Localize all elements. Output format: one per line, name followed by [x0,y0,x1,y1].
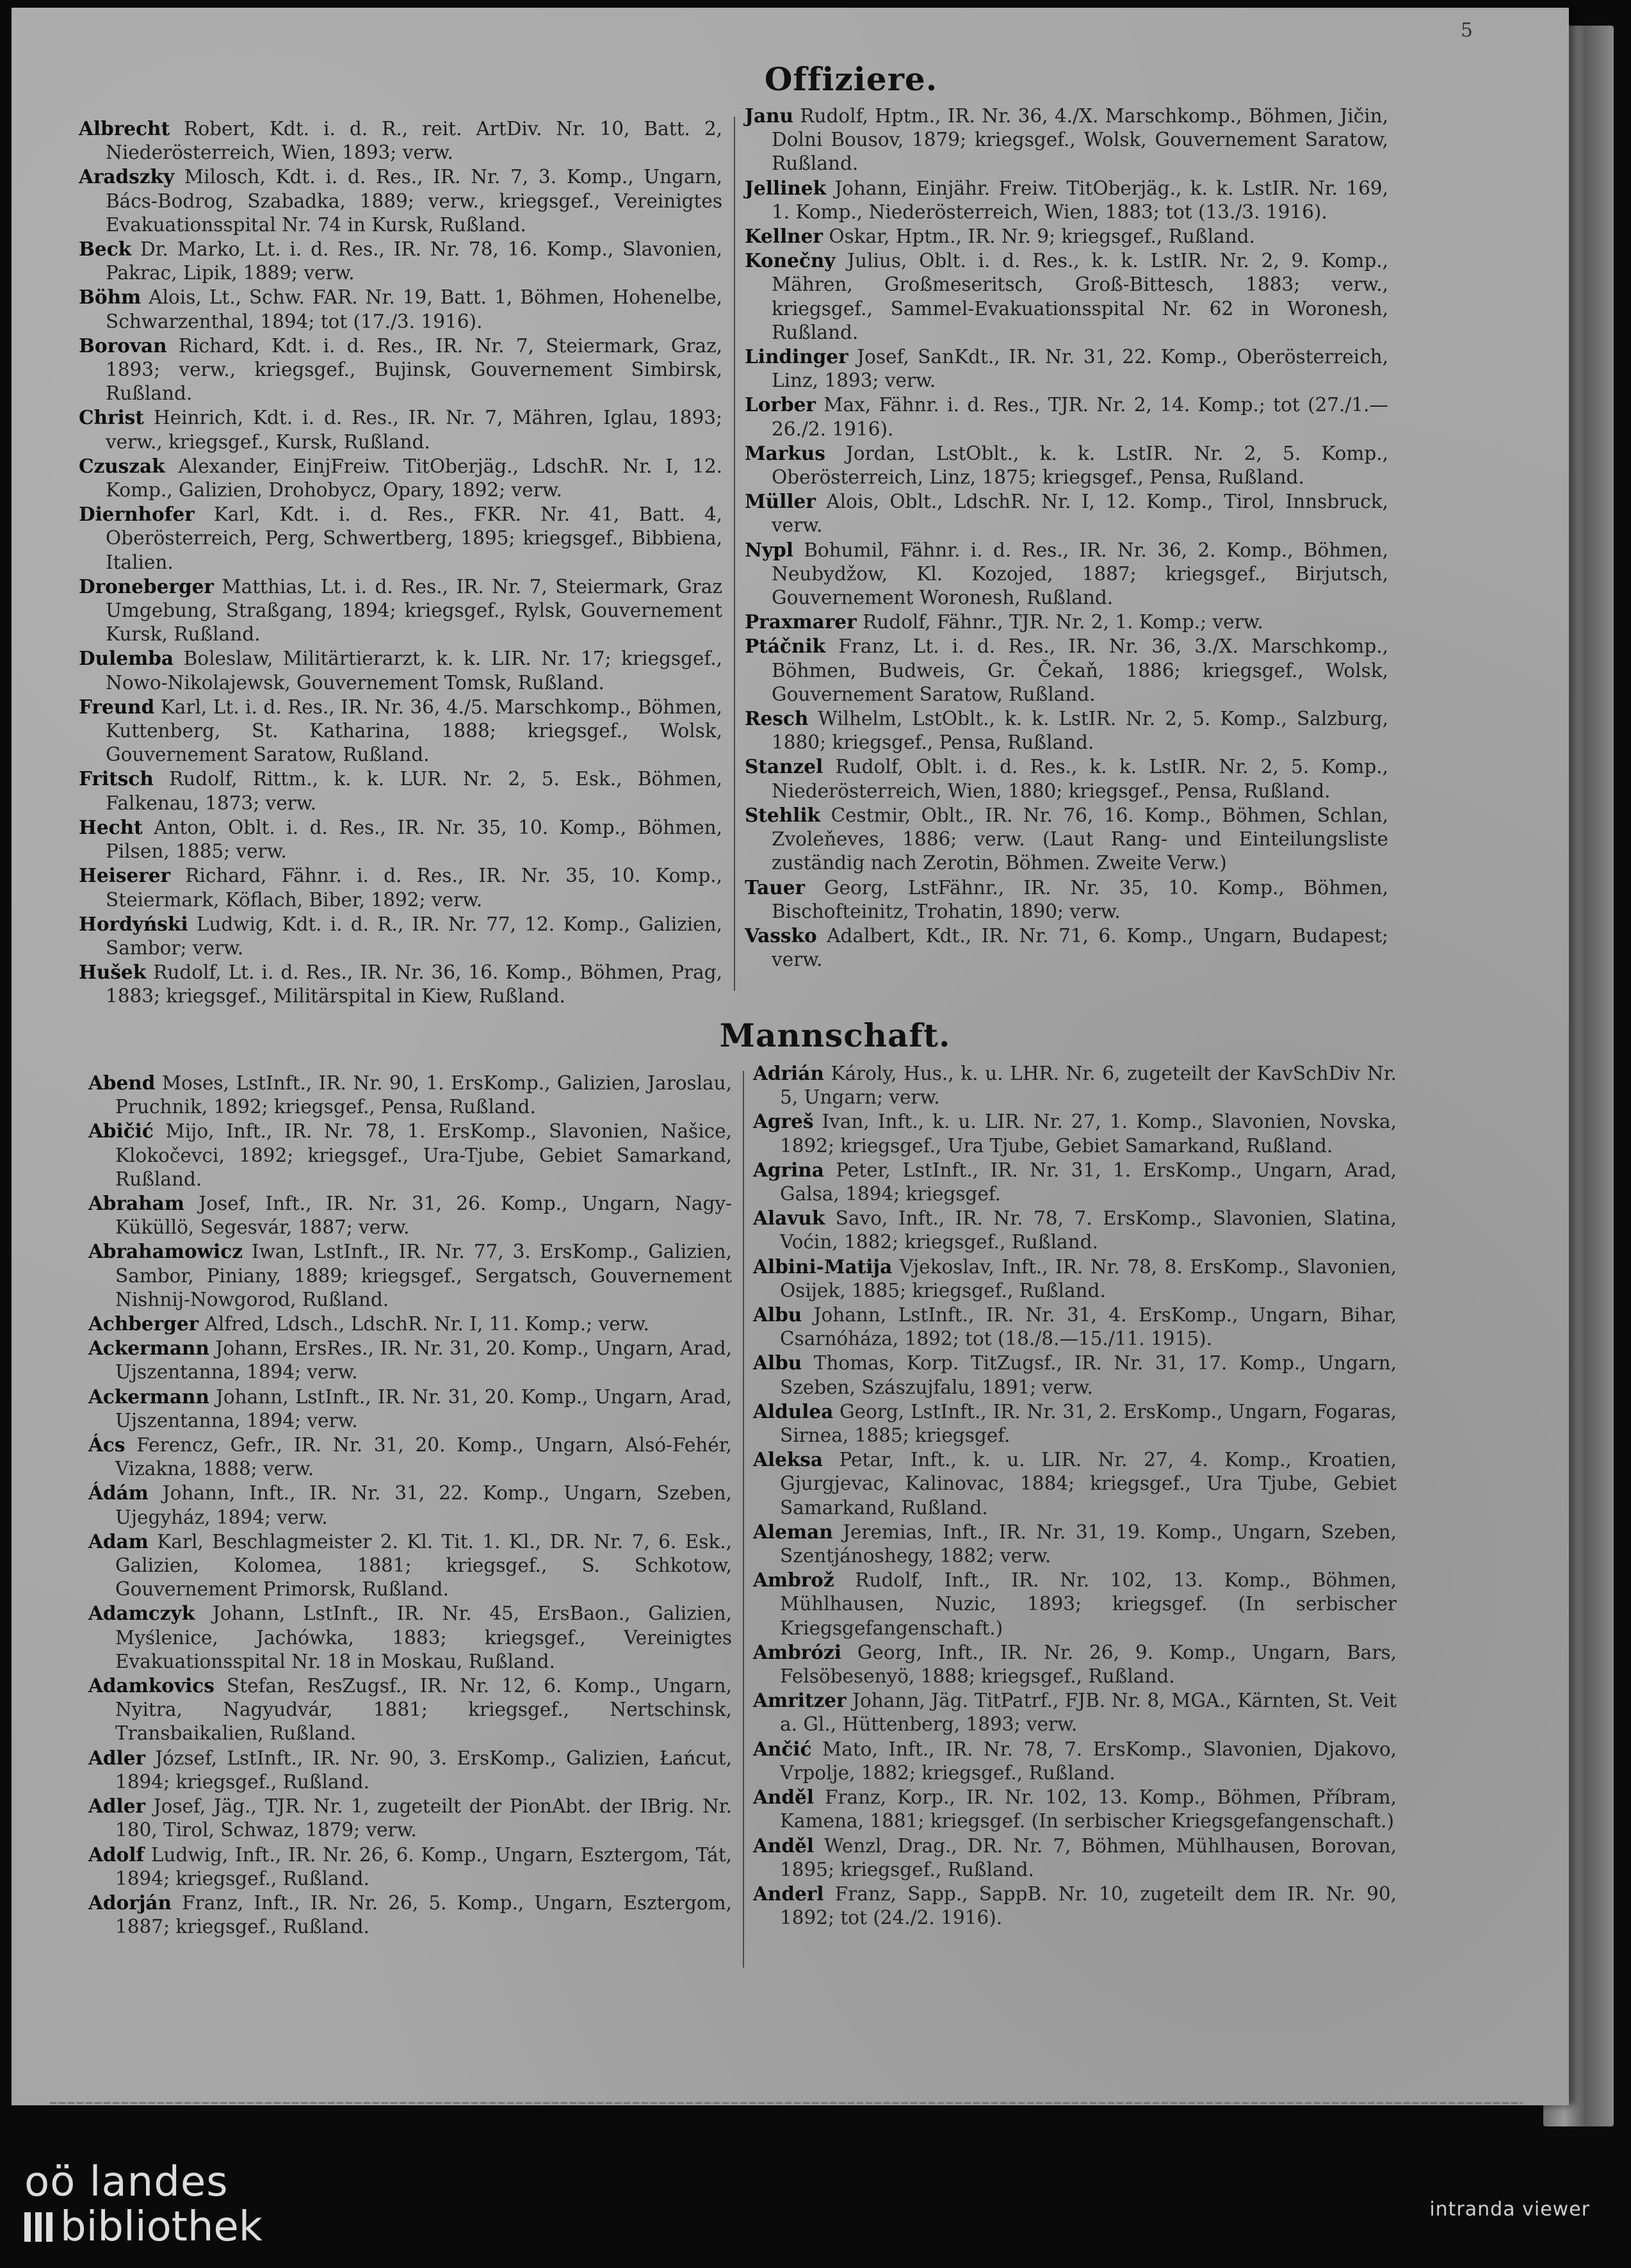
roster-entry [79,454,722,502]
entry-surname: Adler [88,1746,146,1769]
entry-details: Adalbert, Kdt., IR. Nr. 71, 6. Komp., Ungarn, Budapest; verw. [772,924,1388,971]
entry-details: Franz, Sapp., SappB. Nr. 10, zugeteilt dem IR. Nr. 90, 1892; tot (24./2. 1916). [780,1882,1397,1929]
roster-entry [88,1794,732,1842]
entry-details: Josef, SanKdt., IR. Nr. 31, 22. Komp., Oberösterreich, Linz, 1893; verw. [772,346,1388,392]
roster-entry [753,1640,1397,1688]
roster-entry [79,863,722,911]
roster-entry [745,803,1388,876]
entry-surname: Ambrózi [753,1640,841,1663]
entry-surname: Konečny [745,249,836,272]
entry-details: Johann, Inft., IR. Nr. 31, 22. Komp., Ungarn, Szeben, Ujegyház, 1894; verw. [115,1482,732,1528]
entry-details: Georg, Inft., IR. Nr. 26, 9. Komp., Ungarn, Bars, Felsöbesenyö, 1888; kriegsgef., Rußland. [780,1641,1397,1688]
roster-entry [745,249,1388,345]
roster-entry [88,1336,732,1384]
entry-surname: Ambrož [753,1569,834,1592]
roster-entry [745,706,1388,755]
roster-entry [88,1530,732,1602]
entry-details: Franz, Korp., IR. Nr. 102, 13. Komp., Böhmen, Příbram, Kamena, 1881; kriegsgef. (In serbischer Kriegsgefangenschaft.) [780,1786,1397,1832]
entry-details: Rudolf, Lt. i. d. Res., IR. Nr. 36, 16. Komp., Böhmen, Prag, 1883; kriegsgef., Militärspital in Kiew, Rußland. [106,961,722,1008]
entry-surname: Aleksa [753,1448,824,1471]
entry-details: Stefan, ResZugsf., IR. Nr. 12, 6. Komp., Ungarn, Nyitra, Nagyudvár, 1881; kriegsgef., Nertschinsk, Transbaikalien, Rußland. [115,1675,732,1745]
logo-bars-icon [24,2212,53,2242]
roster-entry [753,1520,1397,1568]
roster-entry [79,165,722,237]
entry-surname: Jellinek [745,176,827,199]
roster-entry [88,1071,732,1119]
section-title-crew: Mannschaft. [719,1016,951,1054]
roster-entry [79,117,722,165]
entry-surname: Adamczyk [88,1602,195,1625]
entry-details: Johann, Jäg. TitPatrf., FJB. Nr. 8, MGA., Kärnten, St. Veit a. Gl., Hüttenberg, 1893; verw. [780,1690,1397,1736]
roster-entry [745,393,1388,441]
entry-surname: Adolf [88,1843,145,1866]
page-bottom-edge [50,2102,1523,2104]
viewer-brand-label[interactable]: intranda viewer [1429,2198,1590,2221]
roster-entry [88,1481,732,1529]
roster-entry [745,489,1388,537]
entry-surname: Anděl [753,1834,814,1857]
roster-entry [753,1737,1397,1785]
entry-details: Iwan, LstInft., IR. Nr. 77, 3. ErsKomp., Galizien, Sambor, Piniany, 1889; kriegsgef., Sergatsch, Gouvernement Nishnij-Nowgorod, Rußland. [115,1241,732,1310]
entry-surname: Albrecht [79,117,170,140]
entry-details: Petar, Inft., k. u. LIR. Nr. 27, 4. Komp., Kroatien, Gjurgjevac, Kalinovac, 1884; kriegsgef., Ura Tjube, Gebiet Samarkand, Rußland. [780,1449,1397,1519]
entry-surname: Lindinger [745,345,848,368]
entry-details: Thomas, Korp. TitZugsf., IR. Nr. 31, 17. Komp., Ungarn, Szeben, Szászujfalu, 1891; verw. [780,1352,1397,1398]
entry-details: Johann, LstInft., IR. Nr. 31, 20. Komp., Ungarn, Arad, Ujszentanna, 1894; verw. [115,1385,732,1432]
roster-entry [88,1891,732,1939]
entry-details: Johann, LstInft., IR. Nr. 45, ErsBaon., Galizien, Myślenice, Jachówka, 1883; kriegsgef., Vereinigtes Evakuationsspital Nr. 18 in Moskau, Rußland. [115,1603,732,1672]
entry-surname: Abičić [88,1120,154,1143]
entry-surname: Resch [745,707,809,730]
entry-surname: Adorján [88,1891,172,1914]
entry-details: Ludwig, Inft., IR. Nr. 26, 6. Komp., Ungarn, Esztergom, Tát, 1894; kriegsgef., Rußland. [115,1843,732,1889]
entry-details: Georg, LstInft., IR. Nr. 31, 2. ErsKomp., Ungarn, Fogaras, Sirnea, 1885; kriegsgef. [780,1400,1397,1447]
roster-entry [79,237,722,285]
entry-details: Rudolf, Hptm., IR. Nr. 36, 4./X. Marschkomp., Böhmen, Jičin, Dolni Bousov, 1879; kriegsgef., Wolsk, Gouvernement Saratow, Rußland. [772,105,1388,175]
roster-entry [745,441,1388,489]
roster-entry [753,1061,1397,1109]
entry-details: Moses, LstInft., IR. Nr. 90, 1. ErsKomp., Galizien, Jaroslau, Pruchnik, 1892; kriegsgef., Pensa, Rußland. [115,1072,732,1118]
entry-surname: Stehlik [745,803,820,826]
entry-details: Rudolf, Fähnr., TJR. Nr. 2, 1. Komp.; verw. [856,611,1263,633]
entry-details: Josef, Inft., IR. Nr. 31, 26. Komp., Ungarn, Nagy-Küküllö, Segesvár, 1887; verw. [115,1193,732,1239]
roster-entry [745,104,1388,176]
entry-details: Jeremias, Inft., IR. Nr. 31, 19. Komp., Ungarn, Szeben, Szentjánoshegy, 1882; verw. [780,1521,1397,1567]
entry-details: Robert, Kdt. i. d. R., reit. ArtDiv. Nr. 10, Batt. 2, Niederösterreich, Wien, 1893; verw. [106,118,722,164]
entry-details: Matthias, Lt. i. d. Res., IR. Nr. 7, Steiermark, Graz Umgebung, Straßgang, 1894; kriegsgef., Rylsk, Gouvernement Kursk, Rußland. [106,575,722,646]
roster-entry [88,1312,732,1336]
entry-details: Richard, Kdt. i. d. Res., IR. Nr. 7, Steiermark, Graz, 1893; verw., kriegsgef., Bujinsk, Gouvernement Simbirsk, Rußland. [106,334,722,405]
logo-line2 [24,2205,263,2249]
column-divider [734,117,735,991]
entry-details: Károly, Hus., k. u. LHR. Nr. 6, zugeteilt der KavSchDiv Nr. 5, Ungarn; verw. [780,1063,1397,1109]
entry-details: Richard, Fähnr. i. d. Res., IR. Nr. 35, 10. Komp., Steiermark, Köflach, Biber, 1892; verw. [106,865,722,911]
entry-details: Wenzl, Drag., DR. Nr. 7, Böhmen, Mühlhausen, Borovan, 1895; kriegsgef., Rußland. [780,1834,1397,1880]
roster-entry [753,1206,1397,1254]
roster-entry [79,960,722,1008]
entry-details: Cestmir, Oblt., IR. Nr. 76, 16. Komp., Böhmen, Schlan, Zvoleňeves, 1886; verw. (Laut Rang- und Einteilungsliste zuständig nach Zerotin, Böhmen. Zweite Verw.) [772,804,1388,874]
entry-details: Savo, Inft., IR. Nr. 78, 7. ErsKomp., Slavonien, Slatina, Voćin, 1882; kriegsgef., Rußland. [780,1207,1397,1253]
roster-entry [753,1351,1397,1399]
roster-entry [88,1239,732,1312]
page-number: 5 [1460,19,1473,42]
crew-left-column [88,1071,732,1939]
entry-surname: Heiserer [79,864,171,887]
entry-surname: Ádám [88,1481,149,1505]
entry-surname: Tauer [745,876,806,899]
logo-text-line1: oö landes [24,2158,229,2206]
roster-entry [79,695,722,767]
roster-entry [753,1448,1397,1520]
roster-entry [88,1191,732,1239]
entry-surname: Stanzel [745,755,824,778]
entry-surname: Agreš [753,1110,814,1133]
section-title-officers: Offiziere. [764,60,938,98]
entry-details: Bohumil, Fähnr. i. d. Res., IR. Nr. 36, 2. Komp., Böhmen, Neubydžow, Kl. Kozojed, 1887; kriegsgef., Birjutsch, Gouvernement Woronesh, Rußland. [772,539,1388,609]
roster-entry [753,1785,1397,1833]
entry-surname: Aleman [753,1520,833,1543]
roster-entry [79,575,722,647]
entry-surname: Borovan [79,334,167,357]
entry-surname: Anděl [753,1786,814,1809]
entry-surname: Diernhofer [79,503,195,526]
entry-details: Franz, Lt. i. d. Res., IR. Nr. 36, 3./X. Marschkomp., Böhmen, Budweis, Gr. Čekaň, 1886; kriegsgef., Wolsk, Gouvernement Saratow, Rußland. [772,635,1388,705]
roster-entry [79,646,722,694]
entry-surname: Vassko [745,924,817,947]
entry-surname: Amritzer [753,1689,847,1712]
entry-details: Georg, LstFähnr., IR. Nr. 35, 10. Komp., Böhmen, Bischofteinitz, Trohatin, 1890; verw. [772,876,1388,922]
roster-entry [753,1882,1397,1930]
entry-surname: Albu [753,1351,802,1375]
entry-details: Karl, Lt. i. d. Res., IR. Nr. 36, 4./5. Marschkomp., Böhmen, Kuttenberg, St. Katharina, 1888; kriegsgef., Wolsk, Gouvernement Saratow, Rußland. [106,696,722,766]
roster-entry [79,285,722,333]
entry-surname: Nypl [745,538,793,561]
roster-entry [79,815,722,863]
entry-surname: Aradszky [79,165,175,188]
entry-details: Ludwig, Kdt. i. d. R., IR. Nr. 77, 12. Komp., Galizien, Sambor; verw. [106,913,722,959]
entry-surname: Agrina [753,1158,824,1181]
crew-right-column [753,1061,1397,1930]
entry-details: Boleslaw, Militärtierarzt, k. k. LIR. Nr. 17; kriegsgef., Nowo-Nikolajewsk, Gouvernement Tomsk, Rußland. [106,648,722,694]
entry-details: Jordan, LstOblt., k. k. LstIR. Nr. 2, 5. Komp., Oberösterreich, Linz, 1875; kriegsgef., Pensa, Rußland. [772,442,1388,489]
entry-details: Mato, Inft., IR. Nr. 78, 7. ErsKomp., Slavonien, Djakovo, Vrpolje, 1882; kriegsgef., Rußland. [780,1738,1397,1784]
entry-details: Heinrich, Kdt. i. d. Res., IR. Nr. 7, Mähren, Iglau, 1893; verw., kriegsgef., Kursk, Rußland. [106,407,722,453]
entry-surname: Hušek [79,961,147,984]
entry-details: József, LstInft., IR. Nr. 90, 3. ErsKomp., Galizien, Łańcut, 1894; kriegsgef., Rußland. [115,1747,732,1793]
roster-entry [745,876,1388,924]
roster-entry [88,1385,732,1433]
entry-details: Wilhelm, LstOblt., k. k. LstIR. Nr. 2, 5. Komp., Salzburg, 1880; kriegsgef., Pensa, Rußland. [772,708,1388,754]
entry-surname: Fritsch [79,767,154,790]
entry-details: Milosch, Kdt. i. d. Res., IR. Nr. 7, 3. Komp., Ungarn, Bács-Bodrog, Szabadka, 1889; verw., kriegsgef., Vereinigtes Evakuationsspital Nr. 74 in Kursk, Rußland. [106,166,722,236]
roster-entry [88,1674,732,1746]
entry-surname: Markus [745,441,825,464]
entry-surname: Adamkovics [88,1674,215,1697]
roster-entry [753,1834,1397,1882]
entry-surname: Achberger [88,1312,199,1335]
entry-details: Ferencz, Gefr., IR. Nr. 31, 20. Komp., Ungarn, Alsó-Fehér, Vizakna, 1888; verw. [115,1434,732,1480]
entry-surname: Albini-Matija [753,1255,893,1278]
entry-details: Max, Fähnr. i. d. Res., TJR. Nr. 2, 14. Komp.; tot (27./1.—26./2. 1916). [772,394,1388,440]
roster-entry [88,1119,732,1191]
entry-surname: Beck [79,238,132,261]
entry-surname: Janu [745,104,793,127]
logo-text-line2: bibliothek [60,2203,263,2251]
entry-surname: Praxmarer [745,610,857,633]
entry-surname: Anderl [753,1882,824,1905]
entry-details: Julius, Oblt. i. d. Res., k. k. LstIR. Nr. 2, 9. Komp., Mähren, Großmeseritsch, Groß-Bittesch, 1883; verw., kriegsgef., Sammel-Evakuationsspital Nr. 62 in Woronesh, Rußland. [772,250,1388,343]
roster-entry [753,1568,1397,1640]
roster-entry [745,924,1388,972]
roster-entry [79,502,722,575]
entry-surname: Droneberger [79,575,214,598]
entry-surname: Abend [88,1072,156,1094]
entry-surname: Lorber [745,393,816,416]
roster-entry [79,334,722,406]
entry-surname: Christ [79,406,144,429]
entry-details: Rudolf, Inft., IR. Nr. 102, 13. Komp., Böhmen, Mühlhausen, Nuzic, 1893; kriegsgef. (In serbischer Kriegsgefangenschaft.) [780,1569,1397,1639]
entry-surname: Böhm [79,286,142,309]
entry-surname: Czuszak [79,454,165,477]
roster-entry [753,1688,1397,1736]
entry-surname: Adrián [753,1062,824,1084]
entry-details: Johann, ErsRes., IR. Nr. 31, 20. Komp., Ungarn, Arad, Ujszentanna, 1894; verw. [115,1337,732,1383]
entry-surname: Hecht [79,815,143,838]
entry-surname: Müller [745,490,816,513]
roster-entry [88,1433,732,1481]
roster-entry [753,1255,1397,1303]
entry-details: Alois, Lt., Schw. FAR. Nr. 19, Batt. 1, Böhmen, Hohenelbe, Schwarzenthal, 1894; tot (17./3. 1916). [106,286,722,332]
roster-entry [753,1303,1397,1351]
entry-surname: Kellner [745,225,823,248]
entry-details: Rudolf, Oblt. i. d. Res., k. k. LstIR. Nr. 2, 5. Komp., Niederösterreich, Wien, 1880; kriegsgef., Pensa, Rußland. [772,756,1388,802]
entry-surname: Ackermann [88,1337,209,1360]
entry-surname: Abraham [88,1192,184,1215]
roster-entry [745,176,1388,224]
entry-details: Alfred, Ldsch., LdschR. Nr. I, 11. Komp.; verw. [199,1313,649,1335]
entry-details: Johann, Einjähr. Freiw. TitOberjäg., k. k. LstIR. Nr. 169, 1. Komp., Niederösterreich, Wien, 1883; tot (13./3. 1916). [772,177,1388,223]
roster-entry [745,755,1388,803]
roster-entry [79,405,722,453]
entry-surname: Ackermann [88,1385,209,1408]
entry-surname: Freund [79,695,155,718]
entry-details: Dr. Marko, Lt. i. d. Res., IR. Nr. 78, 16. Komp., Slavonien, Pakrac, Lipik, 1889; verw. [106,238,722,284]
entry-surname: Adler [88,1795,146,1818]
entry-details: Johann, LstInft., IR. Nr. 31, 4. ErsKomp., Ungarn, Bihar, Csarnóháza, 1892; tot (18./8.—15./11. 1915). [780,1304,1397,1350]
roster-entry [753,1399,1397,1448]
entry-details: Peter, LstInft., IR. Nr. 31, 1. ErsKomp., Ungarn, Arad, Galsa, 1894; kriegsgef. [780,1159,1397,1205]
entry-surname: Hordyński [79,912,188,935]
officers-right-column [745,104,1388,972]
roster-entry [745,610,1388,634]
roster-entry [88,1746,732,1794]
roster-entry [88,1843,732,1891]
entry-details: Oskar, Hptm., IR. Nr. 9; kriegsgef., Rußland. [822,225,1255,248]
entry-surname: Ptáčnik [745,635,825,658]
entry-details: Ivan, Inft., k. u. LIR. Nr. 27, 1. Komp., Slavonien, Novska, 1892; kriegsgef., Ura Tjube, Gebiet Samarkand, Rußland. [780,1111,1397,1157]
library-logo[interactable] [24,2160,263,2249]
roster-entry [745,224,1388,249]
entry-details: Josef, Jäg., TJR. Nr. 1, zugeteilt der PionAbt. der IBrig. Nr. 180, Tirol, Schwaz, 1879; verw. [115,1795,732,1841]
roster-entry [745,634,1388,706]
entry-surname: Ančić [753,1737,812,1760]
roster-entry [79,912,722,960]
entry-details: Alois, Oblt., LdschR. Nr. I, 12. Komp., Tirol, Innsbruck, verw. [772,491,1388,537]
entry-details: Franz, Inft., IR. Nr. 26, 5. Komp., Ungarn, Esztergom, 1887; kriegsgef., Rußland. [115,1891,732,1938]
entry-surname: Alavuk [753,1207,825,1230]
entry-surname: Adam [88,1530,149,1553]
entry-surname: Albu [753,1303,802,1326]
entry-details: Karl, Kdt. i. d. Res., FKR. Nr. 41, Batt. 4, Oberösterreich, Perg, Schwertberg, 1895; kriegsgef., Bibbiena, Italien. [106,503,722,573]
column-divider [743,1071,744,1968]
roster-entry [79,767,722,815]
entry-surname: Aldulea [753,1399,834,1423]
roster-entry [745,538,1388,610]
entry-details: Alexander, EinjFreiw. TitOberjäg., LdschR. Nr. I, 12. Komp., Galizien, Drohobycz, Opary, 1892; verw. [106,455,722,502]
roster-entry [753,1158,1397,1206]
entry-details: Karl, Beschlagmeister 2. Kl. Tit. 1. Kl., DR. Nr. 7, 6. Esk., Galizien, Kolomea, 1881; kriegsgef., S. Schkotow, Gouvernement Primorsk, Rußland. [115,1530,732,1601]
roster-entry [88,1601,732,1674]
entry-surname: Ács [88,1433,126,1456]
entry-details: Mijo, Inft., IR. Nr. 78, 1. ErsKomp., Slavonien, Našice, Klokočevci, 1892; kriegsgef., Ura-Tjube, Gebiet Samarkand, Rußland. [115,1120,732,1190]
entry-surname: Abrahamowicz [88,1240,243,1263]
entry-details: Rudolf, Rittm., k. k. LUR. Nr. 2, 5. Esk., Böhmen, Falkenau, 1873; verw. [106,768,722,814]
scanned-page [12,8,1569,2105]
entry-details: Vjekoslav, Inft., IR. Nr. 78, 8. ErsKomp., Slavonien, Osijek, 1885; kriegsgef., Rußland. [780,1255,1397,1301]
roster-entry [753,1109,1397,1157]
entry-surname: Dulemba [79,647,174,670]
roster-entry [745,345,1388,393]
officers-left-column [79,117,722,1009]
entry-details: Anton, Oblt. i. d. Res., IR. Nr. 35, 10. Komp., Böhmen, Pilsen, 1885; verw. [106,816,722,863]
